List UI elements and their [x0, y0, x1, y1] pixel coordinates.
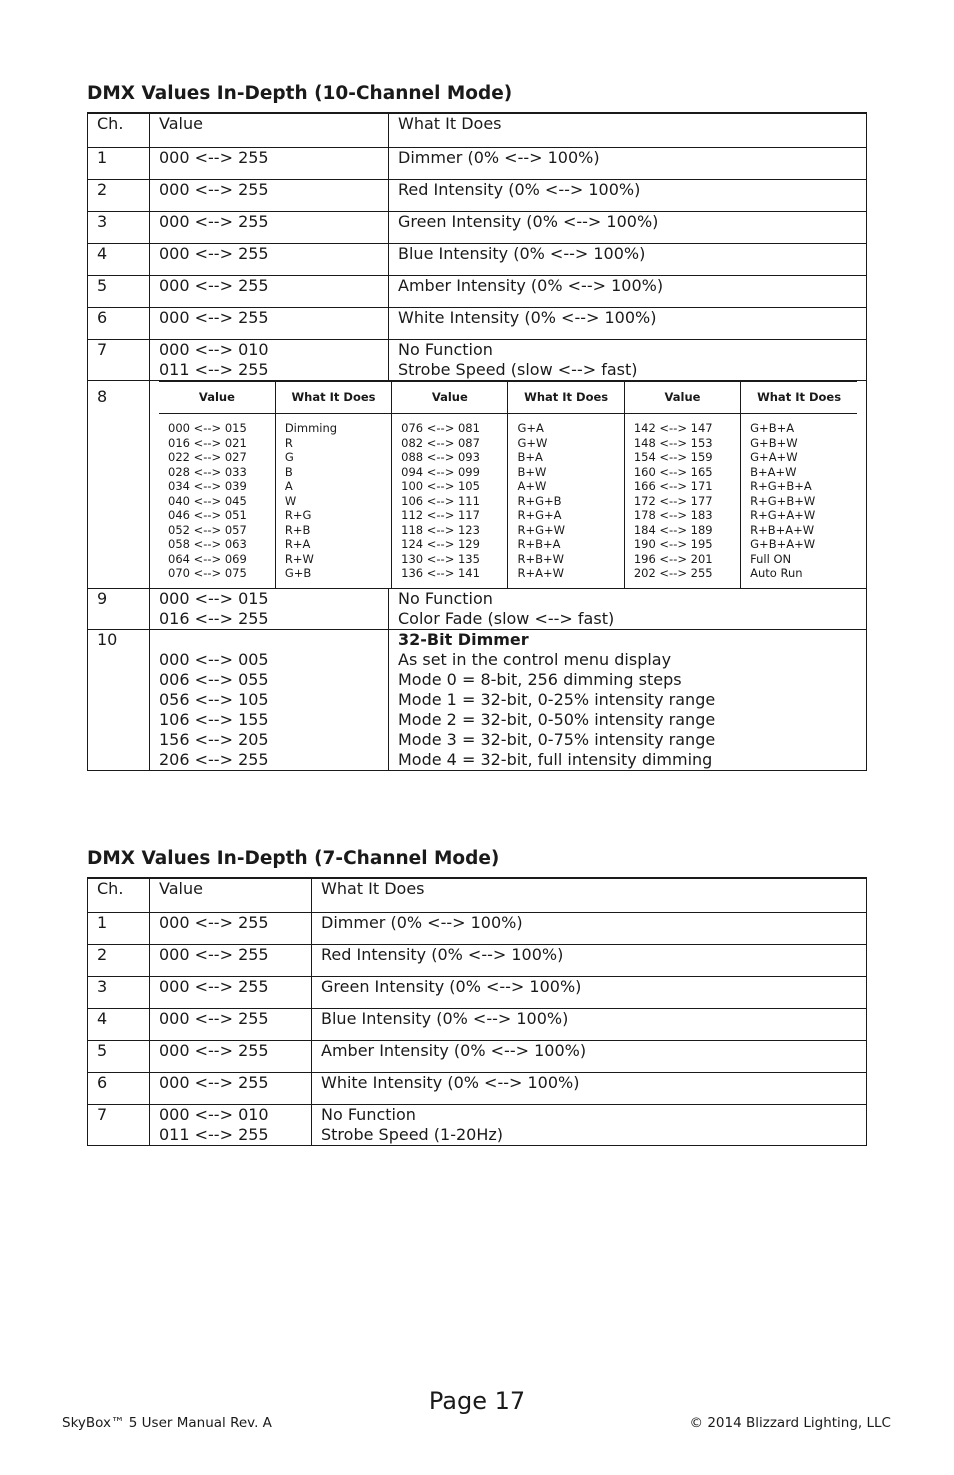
table-row	[88, 244, 867, 276]
dmx-table-7ch	[87, 877, 867, 1146]
cell-line: 028 <--> 033	[168, 464, 247, 479]
header-value: Value	[150, 113, 389, 148]
channel-cell: 9	[88, 588, 150, 629]
cell-line: 156 <--> 205	[159, 729, 269, 749]
function-cell	[389, 180, 867, 212]
cell-line: 202 <--> 255	[633, 566, 713, 580]
subtable-header: What It Does	[275, 382, 391, 414]
function-cell	[312, 913, 867, 945]
cell-line: G+A	[517, 421, 544, 435]
value-cell	[150, 180, 389, 212]
cell-line: 130 <--> 135	[401, 551, 480, 566]
cell-line: White Intensity (0% <--> 100%)	[398, 308, 657, 327]
cell-line: R+G+B+W	[750, 493, 816, 508]
cell-line: Full ON	[750, 551, 792, 566]
cell-line: 000 <--> 255	[159, 1073, 269, 1092]
cell-line: 148 <--> 153	[633, 435, 713, 450]
cell-line: 000 <--> 005	[159, 649, 269, 669]
cell-line: A	[284, 479, 293, 493]
table-header-row	[88, 878, 867, 913]
value-cell	[150, 308, 389, 340]
channel-cell: 4	[88, 244, 150, 276]
cell-line: Blue Intensity (0% <--> 100%)	[398, 244, 646, 263]
subtable-function-cell	[275, 414, 391, 588]
cell-line: G+B	[284, 566, 312, 580]
function-title: 32-Bit Dimmer	[398, 629, 529, 649]
value-cell	[150, 945, 312, 977]
cell-line: 000 <--> 255	[159, 276, 269, 295]
cell-line: B+A+W	[750, 464, 797, 479]
cell-line: 000 <--> 255	[159, 913, 269, 932]
channel-cell: 3	[88, 212, 150, 244]
value-cell	[150, 1041, 312, 1073]
subtable-function-cell	[508, 414, 624, 588]
cell-line: Dimming	[284, 421, 338, 435]
cell-line: 196 <--> 201	[633, 551, 713, 566]
cell-line: B+W	[517, 464, 547, 479]
cell-line: A+W	[517, 479, 547, 493]
table-header-row	[88, 113, 867, 148]
cell-line: 000 <--> 255	[159, 212, 269, 231]
function-cell	[389, 244, 867, 276]
channel-cell: 7	[88, 340, 150, 381]
header-what-it-does: What It Does	[389, 113, 867, 148]
cell-line: R+B+A+W	[750, 522, 815, 537]
cell-line: 106 <--> 111	[401, 493, 480, 508]
cell-line: 000 <--> 255	[159, 148, 269, 167]
cell-line: 056 <--> 105	[159, 689, 269, 709]
cell-line: R+G+B+A	[750, 479, 812, 493]
cell-line: 052 <--> 057	[168, 522, 247, 537]
cell-line: 206 <--> 255	[159, 749, 269, 769]
cell-line: 046 <--> 051	[168, 508, 247, 522]
cell-line: Red Intensity (0% <--> 100%)	[398, 180, 641, 199]
subtable-header: What It Does	[508, 382, 624, 414]
cell-line: R+A	[284, 537, 311, 551]
cell-line: Color Fade (slow <--> fast)	[398, 608, 615, 628]
subtable-header: Value	[624, 382, 740, 414]
cell-line: B	[284, 464, 293, 479]
cell-line: 064 <--> 069	[168, 551, 247, 566]
cell-line: R+G+W	[517, 522, 566, 537]
cell-line: 006 <--> 055	[159, 669, 269, 689]
cell-line: Auto Run	[750, 566, 803, 580]
cell-line: Dimmer (0% <--> 100%)	[321, 913, 523, 932]
table-row	[88, 212, 867, 244]
cell-line: 184 <--> 189	[633, 522, 713, 537]
channel-cell: 8	[88, 381, 150, 589]
channel-cell: 6	[88, 308, 150, 340]
cell-line: 058 <--> 063	[168, 537, 247, 551]
cell-line: R+B+W	[517, 551, 565, 566]
cell-line: 100 <--> 105	[401, 479, 480, 493]
cell-line: Mode 1 = 32-bit, 0-25% intensity range	[398, 689, 716, 709]
cell-line: White Intensity (0% <--> 100%)	[321, 1073, 580, 1092]
channel-cell: 1	[88, 148, 150, 180]
function-cell	[312, 1041, 867, 1073]
cell-line: 070 <--> 075	[168, 566, 247, 580]
table-row	[88, 977, 867, 1009]
table-row	[88, 1073, 867, 1105]
table-row	[88, 1105, 867, 1146]
cell-line: Dimmer (0% <--> 100%)	[398, 148, 600, 167]
cell-line: R+G+A+W	[750, 508, 816, 522]
cell-line: 000 <--> 255	[159, 977, 269, 996]
cell-line: 112 <--> 117	[401, 508, 480, 522]
cell-line: 000 <--> 255	[159, 945, 269, 964]
cell-line: R	[284, 435, 293, 450]
value-cell	[150, 244, 389, 276]
subtable-function-cell	[741, 414, 857, 588]
table-row	[88, 1041, 867, 1073]
cell-line: G+B+A	[750, 421, 795, 435]
cell-line: 022 <--> 027	[168, 450, 247, 464]
cell-line: 136 <--> 141	[401, 566, 480, 580]
function-cell	[312, 977, 867, 1009]
table-row-ch10	[88, 629, 867, 770]
cell-line: 011 <--> 255	[159, 1125, 269, 1144]
cell-line: R+G+A	[517, 508, 562, 522]
cell-line: As set in the control menu display	[398, 649, 672, 669]
cell-line: 016 <--> 021	[168, 435, 247, 450]
footer-manual-title: SkyBox™ 5 User Manual Rev. A	[62, 1415, 272, 1431]
cell-line: R+G	[284, 508, 312, 522]
cell-line: 000 <--> 010	[159, 340, 269, 359]
header-ch: Ch.	[88, 113, 150, 148]
cell-line: 106 <--> 155	[159, 709, 269, 729]
cell-line: 088 <--> 093	[401, 450, 480, 464]
dmx-table-10ch	[87, 112, 867, 771]
header-what-it-does: What It Does	[312, 878, 867, 913]
channel-cell: 5	[88, 276, 150, 308]
cell-line: 118 <--> 123	[401, 522, 480, 537]
cell-line: R+W	[284, 551, 314, 566]
ch8-subtable	[159, 381, 857, 588]
channel-cell: 1	[88, 913, 150, 945]
function-cell	[389, 308, 867, 340]
subtable-header: What It Does	[741, 382, 857, 414]
channel-cell: 5	[88, 1041, 150, 1073]
cell-line: W	[284, 493, 297, 508]
cell-line: 094 <--> 099	[401, 464, 480, 479]
cell-line: 178 <--> 183	[633, 508, 713, 522]
cell-line: Blue Intensity (0% <--> 100%)	[321, 1009, 569, 1028]
value-cell	[150, 1105, 312, 1146]
value-cell	[150, 148, 389, 180]
page-number: Page 17	[428, 1387, 526, 1415]
function-cell	[389, 588, 867, 629]
function-cell	[312, 945, 867, 977]
cell-line: 000 <--> 255	[159, 1009, 269, 1028]
value-cell	[150, 1073, 312, 1105]
cell-line: 172 <--> 177	[633, 493, 713, 508]
table-row	[88, 913, 867, 945]
cell-line: 000 <--> 255	[159, 308, 269, 327]
value-cell	[150, 977, 312, 1009]
cell-line: G+A+W	[750, 450, 798, 464]
footer-copyright: © 2014 Blizzard Lighting, LLC	[689, 1415, 891, 1431]
cell-line: Amber Intensity (0% <--> 100%)	[321, 1041, 587, 1060]
cell-line: Mode 2 = 32-bit, 0-50% intensity range	[398, 709, 716, 729]
value-cell	[150, 340, 389, 381]
value-cell	[150, 276, 389, 308]
cell-line: B+A	[517, 450, 543, 464]
value-cell	[150, 913, 312, 945]
cell-line: R+B	[284, 522, 311, 537]
header-value: Value	[150, 878, 312, 913]
cell-line: 000 <--> 255	[159, 1041, 269, 1060]
header-ch: Ch.	[88, 878, 150, 913]
function-cell	[312, 1105, 867, 1146]
channel-cell: 4	[88, 1009, 150, 1041]
cell-line: Green Intensity (0% <--> 100%)	[398, 212, 659, 231]
cell-line: Strobe Speed (1-20Hz)	[321, 1125, 503, 1144]
function-cell	[389, 148, 867, 180]
cell-line: 082 <--> 087	[401, 435, 480, 450]
table-row	[88, 276, 867, 308]
cell-line: 016 <--> 255	[159, 608, 269, 628]
function-cell	[389, 340, 867, 381]
cell-line: 166 <--> 171	[633, 479, 713, 493]
table-row	[88, 945, 867, 977]
cell-line: Strobe Speed (slow <--> fast)	[398, 360, 638, 379]
subtable-value-cell	[159, 414, 275, 588]
function-cell	[312, 1009, 867, 1041]
value-cell	[150, 588, 389, 629]
function-cell	[312, 1073, 867, 1105]
channel-cell: 2	[88, 945, 150, 977]
cell-line: 124 <--> 129	[401, 537, 480, 551]
cell-line: Red Intensity (0% <--> 100%)	[321, 945, 564, 964]
cell-line: Green Intensity (0% <--> 100%)	[321, 977, 582, 996]
cell-line: Mode 4 = 32-bit, full intensity dimming	[398, 749, 713, 769]
function-cell	[389, 276, 867, 308]
value-cell	[150, 212, 389, 244]
value-cell	[150, 629, 389, 770]
table-row	[88, 308, 867, 340]
cell-line: G	[284, 450, 294, 464]
cell-line: 000 <--> 255	[159, 180, 269, 199]
cell-line: 034 <--> 039	[168, 479, 247, 493]
table-row	[88, 180, 867, 212]
cell-line: R+B+A	[517, 537, 561, 551]
subtable-header: Value	[159, 382, 275, 414]
table10-title: DMX Values In-Depth (10-Channel Mode)	[87, 83, 513, 104]
cell-line: 154 <--> 159	[633, 450, 713, 464]
table7-title: DMX Values In-Depth (7-Channel Mode)	[87, 848, 500, 869]
cell-line: 076 <--> 081	[401, 421, 480, 435]
ch8-subtable-cell	[150, 381, 867, 589]
cell-line: 000 <--> 255	[159, 244, 269, 263]
cell-line: No Function	[398, 340, 493, 359]
channel-cell: 7	[88, 1105, 150, 1146]
channel-cell: 6	[88, 1073, 150, 1105]
channel-cell: 10	[88, 629, 150, 770]
cell-line: 190 <--> 195	[633, 537, 713, 551]
table-row-ch8	[88, 381, 867, 589]
cell-line: G+B+W	[750, 435, 798, 450]
cell-line: 000 <--> 015	[159, 588, 269, 608]
channel-cell: 3	[88, 977, 150, 1009]
subtable-header: Value	[392, 382, 508, 414]
function-cell	[389, 629, 867, 770]
cell-line: 000 <--> 015	[168, 421, 247, 435]
table-row-ch9	[88, 588, 867, 629]
cell-line: 011 <--> 255	[159, 360, 269, 379]
cell-line: Mode 0 = 8-bit, 256 dimming steps	[398, 669, 682, 689]
subtable-value-cell	[392, 414, 508, 588]
cell-line: Amber Intensity (0% <--> 100%)	[398, 276, 664, 295]
cell-line: G+B+A+W	[750, 537, 816, 551]
cell-line: 160 <--> 165	[633, 464, 713, 479]
channel-cell: 2	[88, 180, 150, 212]
cell-line: No Function	[398, 588, 493, 608]
table-row	[88, 148, 867, 180]
cell-line: 040 <--> 045	[168, 493, 247, 508]
cell-line: R+G+B	[517, 493, 562, 508]
cell-line: 142 <--> 147	[633, 421, 713, 435]
cell-line: Mode 3 = 32-bit, 0-75% intensity range	[398, 729, 716, 749]
cell-line	[159, 630, 379, 650]
cell-line: No Function	[321, 1105, 416, 1124]
table-row	[88, 340, 867, 381]
table-row	[88, 1009, 867, 1041]
cell-line: G+W	[517, 435, 548, 450]
function-cell	[389, 212, 867, 244]
value-cell	[150, 1009, 312, 1041]
subtable-value-cell	[624, 414, 740, 588]
cell-line: R+A+W	[517, 566, 564, 580]
cell-line: 000 <--> 010	[159, 1105, 269, 1124]
